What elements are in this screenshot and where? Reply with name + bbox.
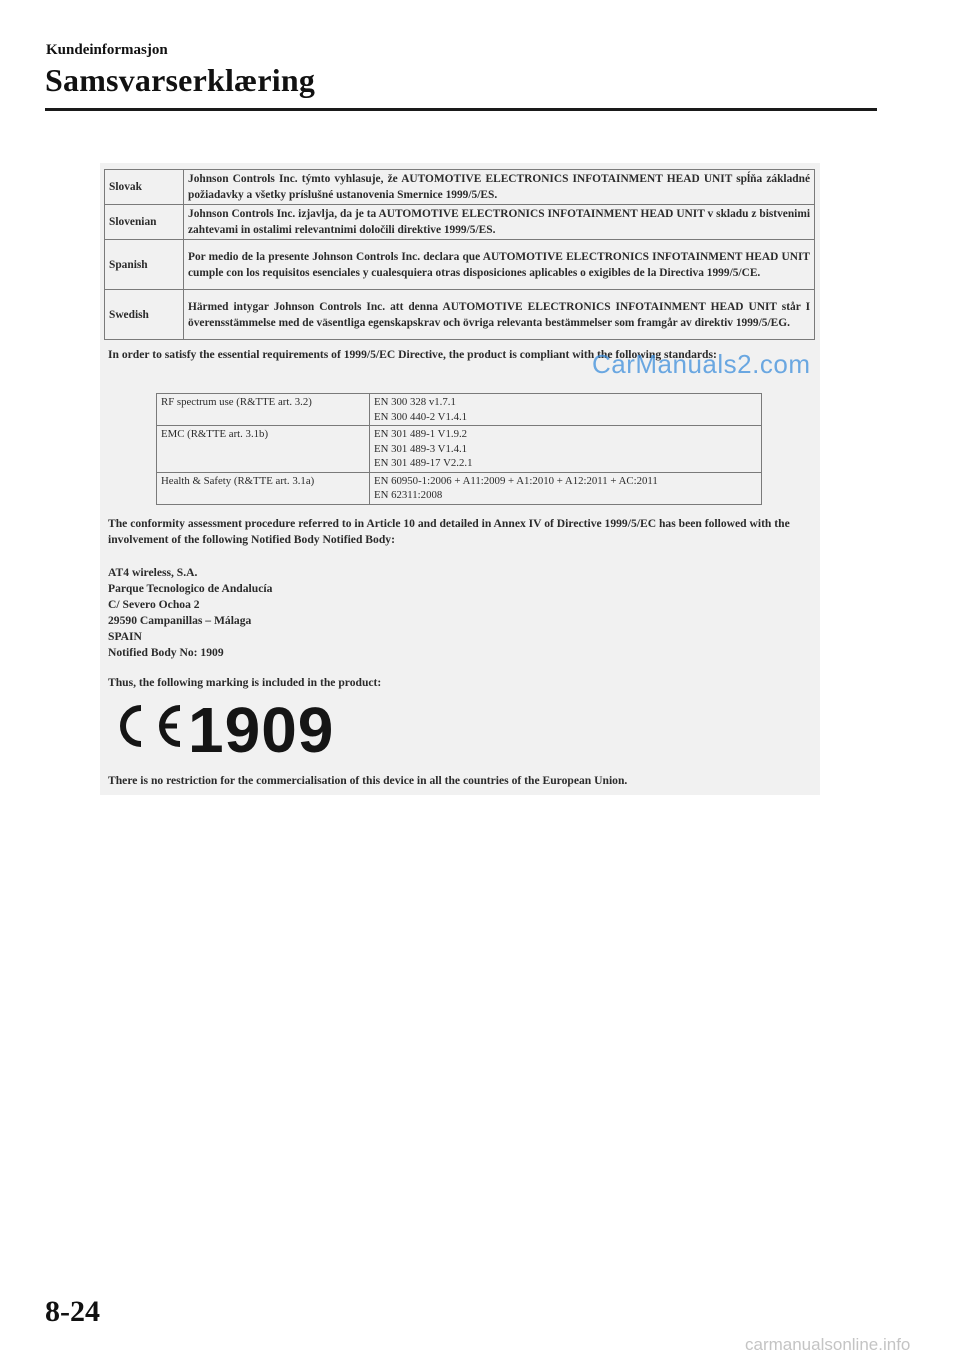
language-name: Spanish [105,240,184,290]
table-row [105,240,815,290]
address-line: C/ Severo Ochoa 2 [108,598,200,611]
standard-category: RF spectrum use (R&TTE art. 3.2) [157,394,370,426]
notified-body-number: Notified Body No: 1909 [108,646,224,659]
standard-line: EN 301 489-17 V2.2.1 [374,457,473,469]
standard-line: EN 300 440-2 V1.4.1 [374,410,468,423]
standard-category: Health & Safety (R&TTE art. 3.1a) [157,472,370,504]
language-declaration-text: Johnson Controls Inc. týmto vyhlasuje, že AUTOMOTIVE ELECTRONICS INFOTAINMENT HEAD UNIT spĺňa základné požiadavky a všetky príslušné ustanovenia Smernice 1999/5/ES. [184,170,815,205]
ce-notified-body-number: 1909 [188,694,335,766]
table-row [105,170,815,205]
address-country: SPAIN [108,630,142,643]
ce-mark-icon [110,703,186,749]
standard-list [370,394,762,426]
standard-category: EMC (R&TTE art. 3.1b) [157,426,370,473]
language-declaration-text: Härmed intygar Johnson Controls Inc. att denna AUTOMOTIVE ELECTRONICS INFOTAINMENT HEAD UNIT står I överensstämmelse med de väsentliga egenskapskrav och övriga relevanta bestämmelser som framgår av direktiv 1999/5/EG. [184,290,815,340]
notified-body-address [108,565,272,661]
language-name: Slovak [105,170,184,205]
address-line: 29590 Campanillas – Málaga [108,614,252,627]
table-row [157,394,762,426]
watermark-bottom: carmanualsonline.info [745,1335,911,1354]
standards-table [156,393,762,505]
marking-intro: Thus, the following marking is included in the product: [108,676,382,689]
standard-list [370,426,762,473]
standard-line: EN 300 328 v1.7.1 [374,396,456,408]
table-row [157,472,762,504]
notified-body-name: AT4 wireless, S.A. [108,566,198,579]
page-title: Samsvarserklæring [45,62,316,98]
declaration-scan [100,163,820,795]
standard-line: EN 301 489-1 V1.9.2 [374,428,468,440]
watermark-top: CarManuals2.com [592,349,811,379]
table-row [157,426,762,473]
standard-line: EN 301 489-3 V1.4.1 [374,442,468,455]
conformity-text: The conformity assessment procedure referred to in Article 10 and detailed in Annex IV of Directive 1999/5/EC has been followed with the involvement of the following Notified Body Notified Body: [108,517,790,546]
table-row [105,205,815,240]
section-label: Kundeinformasjon [46,42,168,58]
language-declaration-text: Johnson Controls Inc. izjavlja, da je ta AUTOMOTIVE ELECTRONICS INFOTAINMENT HEAD UNIT v skladu z bistvenimi zahtevami in ostalimi relevantnimi določili direktive 1999/5/ES. [184,205,815,240]
address-line: Parque Tecnologico de Andalucía [108,582,273,595]
title-rule [45,108,877,111]
restriction-text: There is no restriction for the commercialisation of this device in all the countries of the European Union. [108,774,628,787]
standard-line: EN 62311:2008 [374,489,443,501]
language-declaration-text: Por medio de la presente Johnson Controls Inc. declara que AUTOMOTIVE ELECTRONICS INFOTAINMENT HEAD UNIT cumple con los requisitos esenciales y cualesquiera otras disposiciones aplicables o exigibles de la Directiva 1999/5/CE. [184,240,815,290]
language-name: Swedish [105,290,184,340]
standard-line: EN 60950-1:2006 + A11:2009 + A1:2010 + A12:2011 + AC:2011 [374,474,658,487]
standard-list [370,472,762,504]
requirements-intro: In order to satisfy the essential requirements of 1999/5/EC Directive, the product is compliant with the following standards: [108,348,717,361]
page-number: 8-24 [45,1295,100,1328]
table-row [105,290,815,340]
language-name: Slovenian [105,205,184,240]
language-declaration-table [104,169,815,340]
